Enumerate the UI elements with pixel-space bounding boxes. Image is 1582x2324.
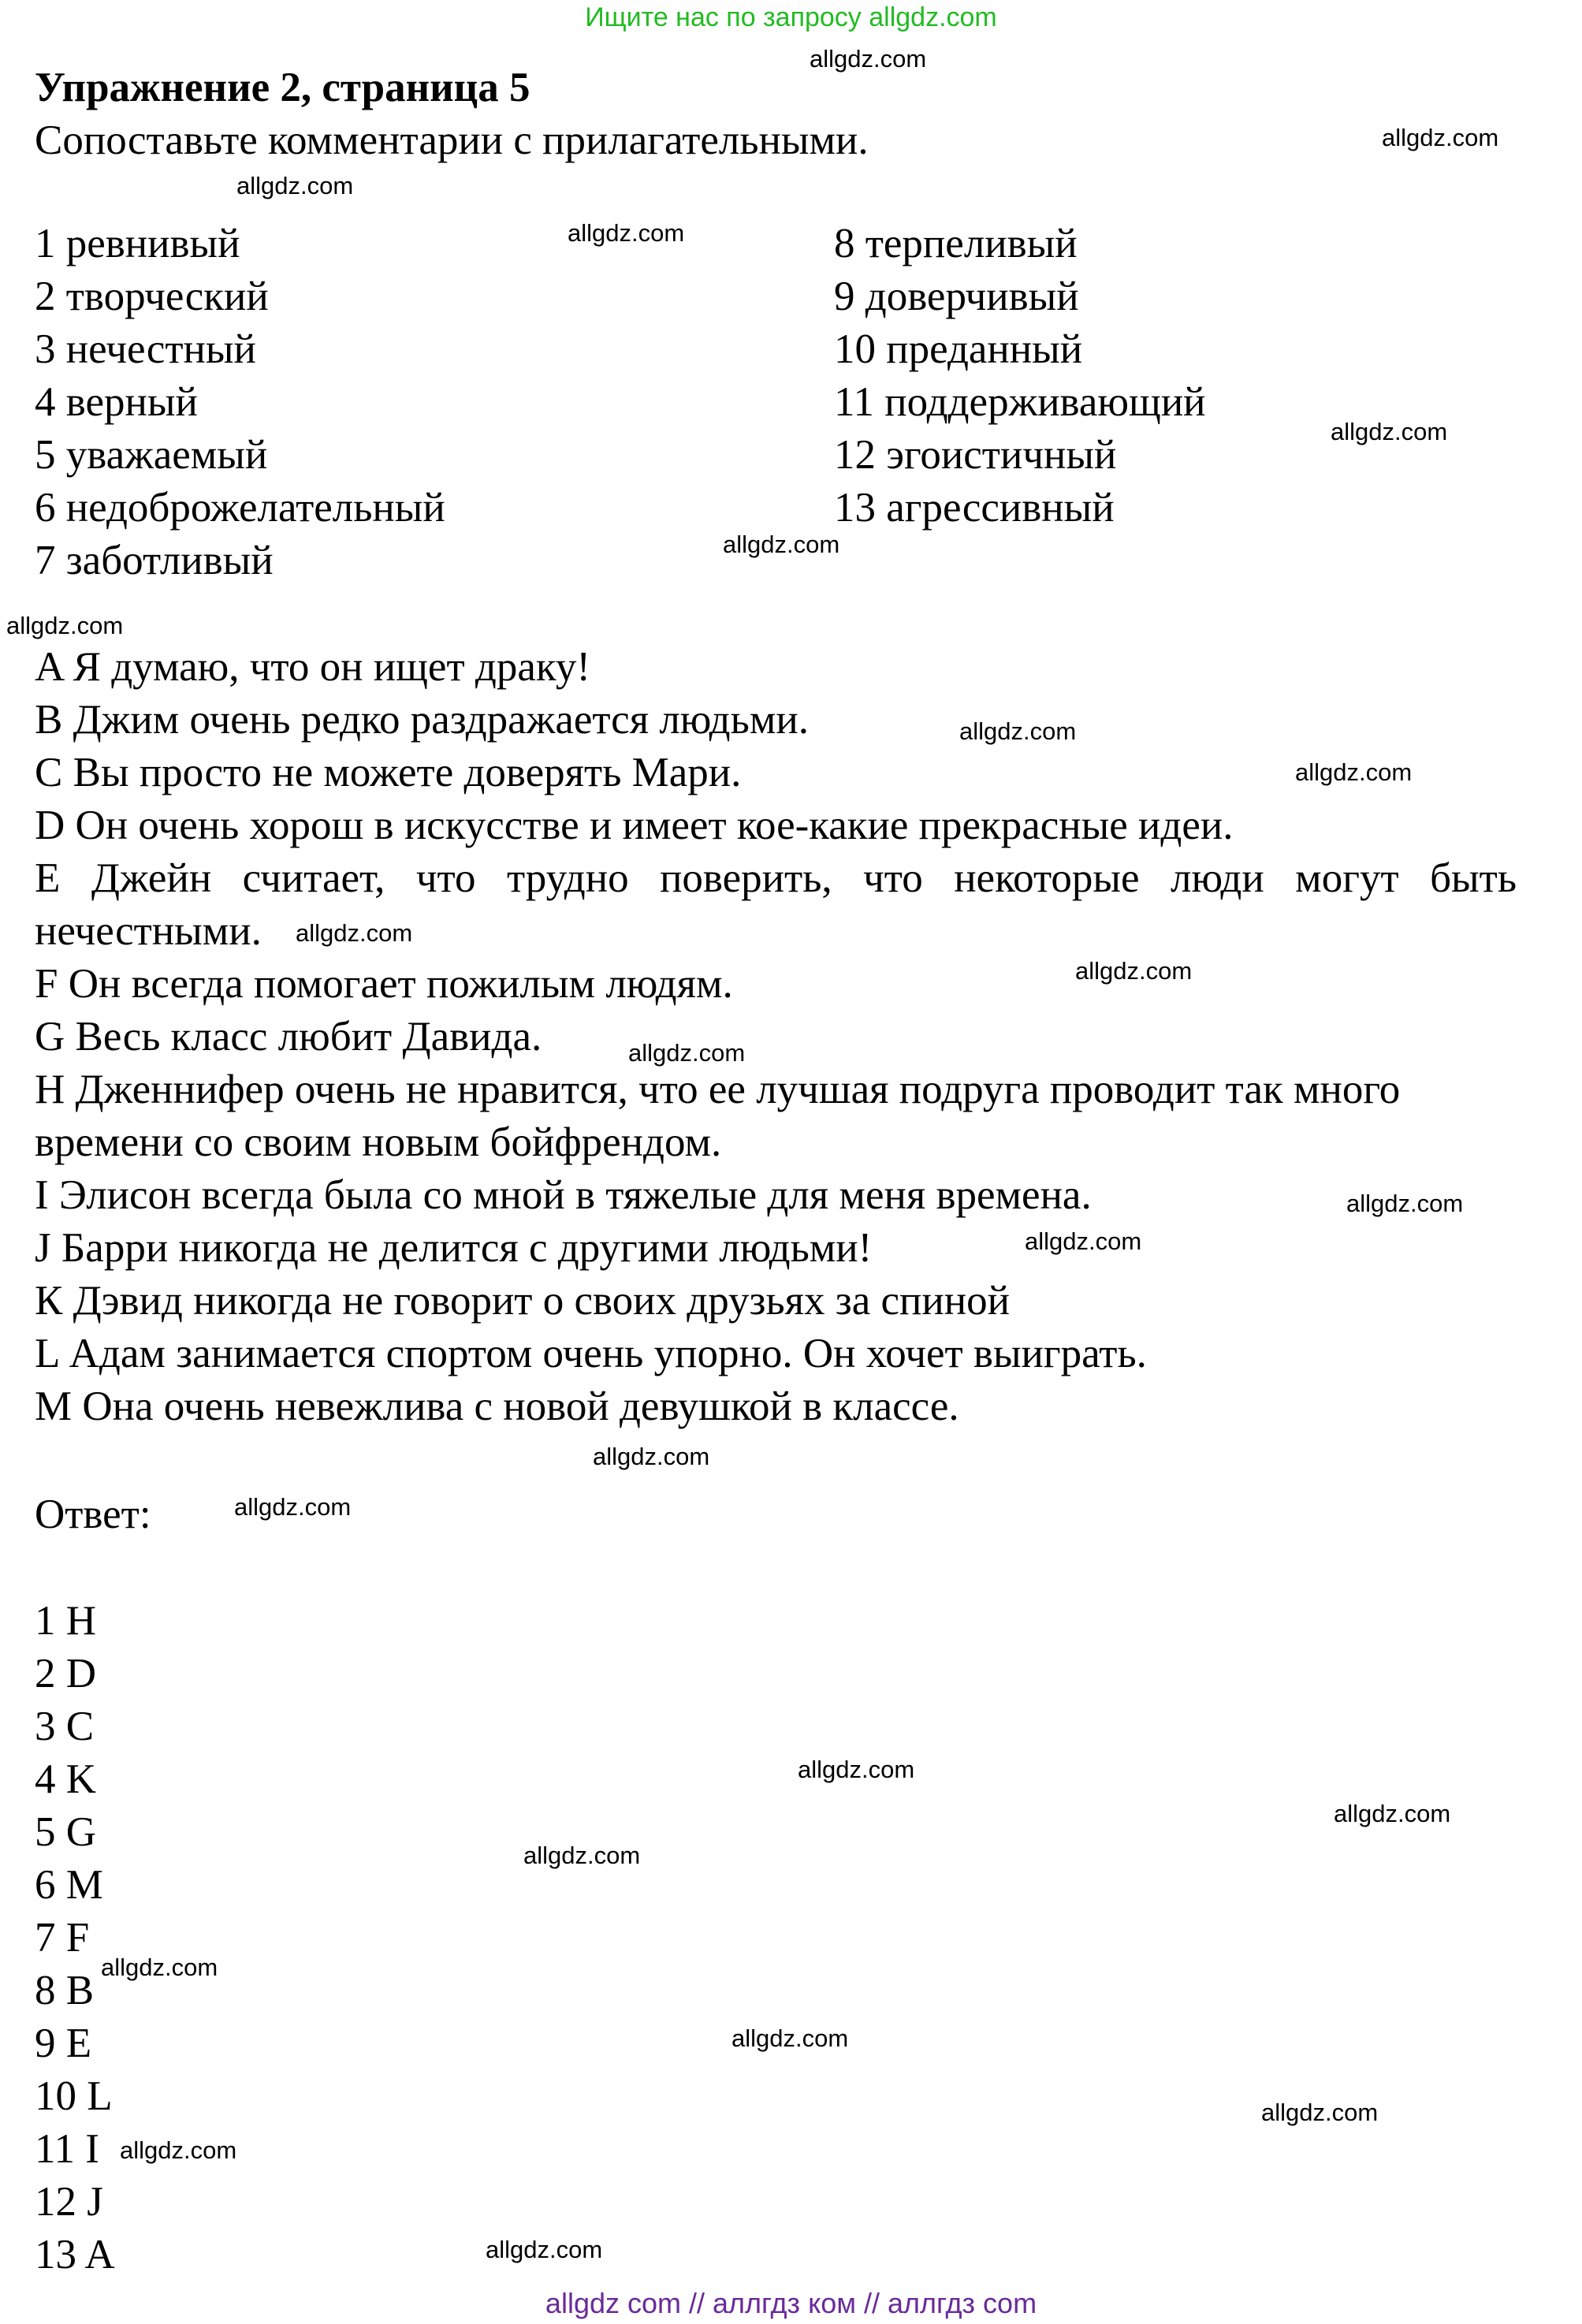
adjective-item: 11 поддерживающий: [834, 379, 1206, 425]
watermark: allgdz.com: [101, 1953, 218, 1981]
watermark: allgdz.com: [798, 1756, 915, 1783]
adjective-item: 2 творческий: [35, 274, 269, 319]
watermark: allgdz.com: [236, 172, 354, 199]
answer-item: 13 A: [35, 2232, 115, 2277]
comment-h-line2: времени со своим новым бойфрендом.: [35, 1119, 722, 1165]
comment-c: C Вы просто не можете доверять Мари.: [35, 750, 742, 795]
adjective-item: 6 недоброжелательный: [35, 485, 445, 531]
comment-l: L Адам занимается спортом очень упорно. Он хочет выиграть.: [35, 1331, 1147, 1376]
answer-item: 2 D: [35, 1651, 97, 1696]
comment-e-line2: нечестными.: [35, 908, 262, 954]
watermark: allgdz.com: [1025, 1227, 1142, 1255]
adjective-item: 4 верный: [35, 379, 198, 425]
adjective-item: 12 эгоистичный: [834, 432, 1117, 478]
watermark: allgdz.com: [1346, 1190, 1464, 1217]
watermark: allgdz.com: [1382, 124, 1499, 151]
watermark: allgdz.com: [568, 219, 685, 247]
comment-m: M Она очень невежлива с новой девушкой в классе.: [35, 1384, 959, 1429]
adjective-item: 7 заботливый: [35, 538, 274, 583]
answer-item: 5 G: [35, 1809, 97, 1855]
watermark: allgdz.com: [731, 2024, 849, 2052]
answer-item: 9 E: [35, 2020, 92, 2066]
comment-j: J Барри никогда не делится с другими людьми!: [35, 1225, 873, 1271]
exercise-instruction: Сопоставьте комментарии с прилагательными.: [35, 117, 869, 163]
adjective-item: 3 нечестный: [35, 326, 256, 372]
watermark: allgdz.com: [1261, 2099, 1379, 2126]
watermark: allgdz.com: [810, 45, 927, 73]
adjective-item: 5 уважаемый: [35, 432, 268, 478]
comment-k: К Дэвид никогда не говорит о своих друзьях за спиной: [35, 1278, 1010, 1324]
answer-list: [35, 1595, 115, 2281]
comment-d: D Он очень хорош в искусстве и имеет кое-какие прекрасные идеи.: [35, 803, 1234, 848]
answer-label: Ответ:: [35, 1492, 151, 1537]
comment-a: A Я думаю, что он ищет драку!: [35, 644, 590, 690]
answer-item: 11 I: [35, 2126, 99, 2172]
watermark: allgdz.com: [1295, 758, 1413, 786]
comment-i: I Элисон всегда была со мной в тяжелые для меня времена.: [35, 1172, 1092, 1218]
watermark: allgdz.com: [593, 1443, 710, 1470]
answer-item: 6 M: [35, 1862, 103, 1908]
footer-links[interactable]: allgdz com // аллгдз ком // аллгдз com: [545, 2287, 1037, 2319]
comment-f: F Он всегда помогает пожилым людям.: [35, 961, 733, 1007]
comment-h-line1: H Дженнифер очень не нравится, что ее лучшая подруга проводит так много: [35, 1067, 1401, 1112]
adjective-item: 9 доверчивый: [834, 274, 1079, 319]
comments-list: [35, 641, 1517, 1433]
answer-item: 12 J: [35, 2179, 103, 2225]
answer-item: 1 H: [35, 1598, 97, 1644]
exercise-title: Упражнение 2, страница 5: [35, 65, 530, 110]
comment-e-line1: E Джейн считает, что трудно поверить, что некоторые люди могут быть: [35, 855, 1517, 901]
comment-g: G Весь класс любит Давида.: [35, 1014, 542, 1060]
adjectives-right-column: [834, 218, 1206, 534]
adjective-item: 1 ревнивый: [35, 221, 240, 266]
watermark: allgdz.com: [1075, 957, 1193, 985]
answer-item: 3 C: [35, 1704, 95, 1749]
answer-item: 4 K: [35, 1756, 97, 1802]
watermark: allgdz.com: [120, 2136, 237, 2164]
adjectives-left-column: [35, 218, 445, 587]
watermark: allgdz.com: [486, 2236, 603, 2263]
adjective-item: 8 терпеливый: [834, 221, 1078, 266]
watermark: allgdz.com: [723, 531, 840, 558]
answer-item: 7 F: [35, 1915, 90, 1961]
watermark: allgdz.com: [296, 919, 413, 947]
watermark: allgdz.com: [628, 1039, 746, 1067]
answer-item: 8 B: [35, 1968, 95, 2013]
adjective-item: 13 агрессивный: [834, 485, 1115, 531]
adjective-item: 10 преданный: [834, 326, 1083, 372]
watermark: allgdz.com: [1331, 418, 1448, 445]
comment-b: B Джим очень редко раздражается людьми.: [35, 697, 809, 743]
watermark: allgdz.com: [6, 612, 124, 639]
search-banner: Ищите нас по запросу allgdz.com: [585, 2, 997, 32]
answer-item: 10 L: [35, 2073, 113, 2119]
watermark: allgdz.com: [959, 717, 1077, 745]
watermark: allgdz.com: [523, 1842, 641, 1869]
watermark: allgdz.com: [234, 1493, 352, 1521]
watermark: allgdz.com: [1334, 1800, 1451, 1827]
